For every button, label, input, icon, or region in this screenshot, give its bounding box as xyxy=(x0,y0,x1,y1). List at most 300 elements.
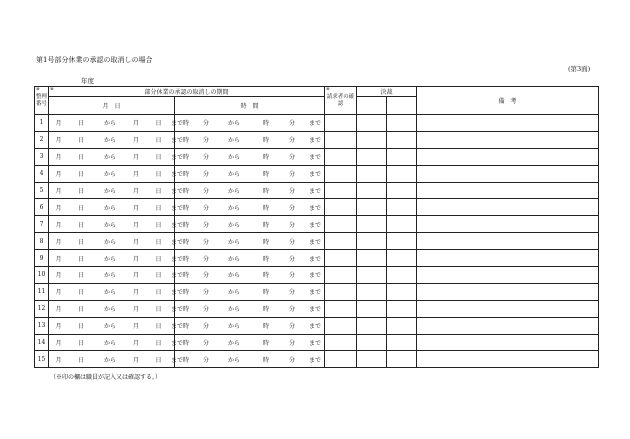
row-number: 11 xyxy=(35,283,49,300)
time-range-cell[interactable] xyxy=(175,115,325,132)
date-token: 月 xyxy=(132,323,139,331)
time-token: まで xyxy=(308,306,321,314)
time-token: 時 xyxy=(262,356,269,364)
table-row xyxy=(35,115,599,132)
date-token: から xyxy=(103,120,116,128)
approval-cell[interactable] xyxy=(357,216,387,233)
date-token: まで xyxy=(171,255,184,263)
time-token: 時 xyxy=(262,120,269,128)
table-row xyxy=(35,233,599,250)
date-token: 月 xyxy=(55,154,62,162)
time-range-cell[interactable] xyxy=(175,250,325,267)
time-token: から xyxy=(227,204,240,212)
remarks-cell[interactable] xyxy=(417,317,599,334)
date-token: 月 xyxy=(132,120,139,128)
date-token: まで xyxy=(171,120,184,128)
time-range-cell[interactable] xyxy=(175,283,325,300)
time-token: 時 xyxy=(182,188,189,195)
confirm-cell[interactable] xyxy=(325,250,357,267)
time-token: 時 xyxy=(182,289,189,297)
time-token: まで xyxy=(308,238,321,246)
time-range-cell[interactable] xyxy=(175,351,325,368)
approval-cell[interactable] xyxy=(387,233,417,250)
time-token: から xyxy=(227,137,240,145)
time-token: から xyxy=(227,272,240,280)
date-token: 日 xyxy=(77,255,84,263)
table-row xyxy=(35,182,599,199)
time-token: 分 xyxy=(202,306,209,314)
approval-cell[interactable] xyxy=(387,131,417,148)
time-token: 分 xyxy=(288,255,295,263)
date-token: 日 xyxy=(77,272,84,280)
approval-cell[interactable] xyxy=(387,250,417,267)
date-token: まで xyxy=(171,323,184,331)
date-token: まで xyxy=(171,137,184,145)
approval-cell[interactable] xyxy=(387,97,417,115)
date-token: 月 xyxy=(132,356,139,364)
approval-cell[interactable] xyxy=(357,283,387,300)
date-token: 月 xyxy=(132,238,139,246)
approval-cell[interactable] xyxy=(357,165,387,182)
time-token: 時 xyxy=(182,356,189,364)
remarks-cell[interactable] xyxy=(417,199,599,216)
approval-cell[interactable] xyxy=(387,300,417,317)
date-range-cell[interactable] xyxy=(49,131,184,148)
date-token: 月 xyxy=(132,272,139,280)
time-token: まで xyxy=(308,356,321,364)
header-period-cell xyxy=(49,87,325,97)
confirm-cell[interactable] xyxy=(325,165,357,182)
date-range-cell[interactable] xyxy=(49,233,184,250)
time-token: 時 xyxy=(262,340,269,348)
date-token: 日 xyxy=(155,204,162,212)
row-number: 14 xyxy=(35,334,49,351)
table-row xyxy=(35,267,599,284)
date-token: 日 xyxy=(155,137,162,145)
date-range-cell[interactable] xyxy=(49,334,184,351)
table-row xyxy=(35,300,599,317)
approval-cell[interactable] xyxy=(357,148,387,165)
remarks-cell[interactable] xyxy=(417,182,599,199)
date-token: 日 xyxy=(155,289,162,297)
date-token: 日 xyxy=(77,238,84,246)
time-token: 時 xyxy=(182,137,189,145)
date-token: 日 xyxy=(77,171,84,179)
date-token: 月 xyxy=(55,255,62,263)
time-token: 分 xyxy=(288,120,295,128)
mark-symbol: ※ xyxy=(50,87,54,92)
time-range-cell[interactable] xyxy=(175,233,325,250)
date-token: 月 xyxy=(132,171,139,179)
confirm-cell[interactable] xyxy=(325,351,357,368)
row-number: 5 xyxy=(35,182,49,199)
date-token: 日 xyxy=(77,221,84,229)
header-confirm: 請求者の確認 xyxy=(326,93,355,107)
date-token: 日 xyxy=(155,120,162,128)
time-token: 時 xyxy=(182,120,189,128)
date-token: 日 xyxy=(155,171,162,179)
date-token: まで xyxy=(171,306,184,314)
time-range-cell[interactable] xyxy=(175,182,325,199)
time-token: 時 xyxy=(262,221,269,229)
remarks-cell[interactable] xyxy=(417,267,599,284)
time-token: 分 xyxy=(202,171,209,179)
approval-cell[interactable] xyxy=(357,317,387,334)
date-token: から xyxy=(103,306,116,314)
time-token: 分 xyxy=(288,188,295,195)
confirm-cell[interactable] xyxy=(325,131,357,148)
approval-cell[interactable] xyxy=(387,267,417,284)
approval-cell[interactable] xyxy=(357,267,387,284)
table-row xyxy=(35,131,599,148)
time-token: 分 xyxy=(202,221,209,229)
remarks-cell[interactable] xyxy=(417,334,599,351)
date-token: 月 xyxy=(55,221,62,229)
table-row xyxy=(35,199,599,216)
time-range-cell[interactable] xyxy=(175,165,325,182)
row-number: 6 xyxy=(35,199,49,216)
time-token: まで xyxy=(308,323,321,331)
date-token: から xyxy=(103,340,116,348)
time-token: まで xyxy=(308,204,321,212)
approval-cell[interactable] xyxy=(357,182,387,199)
date-token: から xyxy=(103,323,116,331)
date-token: 日 xyxy=(155,238,162,246)
remarks-cell[interactable] xyxy=(417,300,599,317)
date-range-cell[interactable] xyxy=(49,300,184,317)
confirm-cell[interactable] xyxy=(325,317,357,334)
date-token: 月 xyxy=(132,137,139,145)
approval-cell[interactable] xyxy=(357,300,387,317)
date-token: 月 xyxy=(55,340,62,348)
remarks-cell[interactable] xyxy=(417,233,599,250)
approval-cell[interactable] xyxy=(357,97,387,115)
time-token: まで xyxy=(308,221,321,229)
table-row xyxy=(35,165,599,182)
time-token: 分 xyxy=(202,238,209,246)
row-number: 10 xyxy=(35,267,49,284)
approval-cell[interactable] xyxy=(387,115,417,132)
time-token: 時 xyxy=(182,204,189,212)
time-token: 時 xyxy=(262,323,269,331)
date-token: 月 xyxy=(132,204,139,212)
time-token: 時 xyxy=(262,188,269,195)
time-token: 時 xyxy=(182,323,189,331)
date-token: 月 xyxy=(132,154,139,162)
time-token: まで xyxy=(308,272,321,280)
date-token: 月 xyxy=(132,188,139,195)
date-token: 日 xyxy=(77,188,84,195)
date-token: 月 xyxy=(55,188,62,195)
date-token: 月 xyxy=(55,171,62,179)
date-token: 月 xyxy=(55,120,62,128)
header-number: 整理番号 xyxy=(35,93,47,107)
time-token: 分 xyxy=(202,137,209,145)
time-range-cell[interactable] xyxy=(175,148,325,165)
date-token: 日 xyxy=(155,272,162,280)
time-range-cell[interactable] xyxy=(175,199,325,216)
date-token: 日 xyxy=(155,356,162,364)
time-range-cell[interactable] xyxy=(175,267,325,284)
confirm-cell[interactable] xyxy=(325,115,357,132)
table-row xyxy=(35,351,599,368)
date-token: から xyxy=(103,255,116,263)
header-number-cell xyxy=(35,87,49,115)
time-token: 分 xyxy=(202,120,209,128)
footnote: （※印の欄は職員が記入又は確認する。） xyxy=(50,374,162,381)
date-token: 日 xyxy=(77,340,84,348)
confirm-cell[interactable] xyxy=(325,182,357,199)
date-range-cell[interactable] xyxy=(49,250,184,267)
time-range-cell[interactable] xyxy=(175,216,325,233)
header-remarks: 備 考 xyxy=(417,87,599,115)
date-token: 月 xyxy=(55,272,62,280)
date-token: 日 xyxy=(77,289,84,297)
date-range-cell[interactable] xyxy=(49,199,184,216)
time-token: から xyxy=(227,340,240,348)
confirm-cell[interactable] xyxy=(325,233,357,250)
remarks-cell[interactable] xyxy=(417,351,599,368)
date-token: 日 xyxy=(155,188,162,195)
time-token: 時 xyxy=(262,154,269,162)
remarks-cell[interactable] xyxy=(417,131,599,148)
date-token: から xyxy=(103,356,116,364)
approval-cell[interactable] xyxy=(357,351,387,368)
header-approval: 決裁 xyxy=(357,87,417,97)
approval-cell[interactable] xyxy=(387,216,417,233)
date-token: 日 xyxy=(155,323,162,331)
time-token: 時 xyxy=(262,289,269,297)
date-token: まで xyxy=(171,154,184,162)
remarks-cell[interactable] xyxy=(417,216,599,233)
time-token: から xyxy=(227,221,240,229)
approval-cell[interactable] xyxy=(387,283,417,300)
approval-cell[interactable] xyxy=(357,115,387,132)
date-range-cell[interactable] xyxy=(49,351,184,368)
time-token: まで xyxy=(308,188,321,195)
date-token: から xyxy=(103,289,116,297)
table-row xyxy=(35,216,599,233)
time-token: 分 xyxy=(202,188,209,195)
date-token: 月 xyxy=(132,289,139,297)
approval-cell[interactable] xyxy=(357,131,387,148)
confirm-cell[interactable] xyxy=(325,199,357,216)
date-token: まで xyxy=(171,204,184,212)
date-range-cell[interactable] xyxy=(49,283,184,300)
date-token: 月 xyxy=(55,306,62,314)
confirm-cell[interactable] xyxy=(325,283,357,300)
approval-cell[interactable] xyxy=(387,165,417,182)
time-token: 分 xyxy=(202,356,209,364)
time-token: から xyxy=(227,188,240,195)
date-token: まで xyxy=(171,238,184,246)
time-range-cell[interactable] xyxy=(175,317,325,334)
time-token: 時 xyxy=(262,204,269,212)
date-range-cell[interactable] xyxy=(49,182,184,199)
time-range-cell[interactable] xyxy=(175,334,325,351)
time-range-cell[interactable] xyxy=(175,300,325,317)
date-range-cell[interactable] xyxy=(49,148,184,165)
row-number: 8 xyxy=(35,233,49,250)
remarks-cell[interactable] xyxy=(417,250,599,267)
time-token: まで xyxy=(308,340,321,348)
time-token: 分 xyxy=(202,289,209,297)
header-date: 月 日 xyxy=(49,97,175,115)
time-token: まで xyxy=(308,137,321,145)
date-token: 月 xyxy=(55,289,62,297)
date-token: 月 xyxy=(55,238,62,246)
confirm-cell[interactable] xyxy=(325,148,357,165)
time-token: 時 xyxy=(262,272,269,280)
time-token: から xyxy=(227,255,240,263)
row-number: 12 xyxy=(35,300,49,317)
date-token: 月 xyxy=(55,137,62,145)
date-token: 月 xyxy=(132,340,139,348)
approval-cell[interactable] xyxy=(387,148,417,165)
time-token: から xyxy=(227,154,240,162)
time-token: 時 xyxy=(182,340,189,348)
time-token: 分 xyxy=(288,289,295,297)
time-token: 分 xyxy=(202,340,209,348)
date-token: 月 xyxy=(132,221,139,229)
date-token: まで xyxy=(171,272,184,280)
time-token: 時 xyxy=(182,238,189,246)
approval-cell[interactable] xyxy=(387,317,417,334)
date-token: まで xyxy=(171,340,184,348)
time-token: から xyxy=(227,306,240,314)
approval-cell[interactable] xyxy=(357,250,387,267)
time-token: 分 xyxy=(288,238,295,246)
confirm-cell[interactable] xyxy=(325,216,357,233)
time-token: まで xyxy=(308,171,321,179)
mark-symbol: ※ xyxy=(36,87,40,92)
time-token: から xyxy=(227,323,240,331)
time-token: 分 xyxy=(288,154,295,162)
approval-cell[interactable] xyxy=(357,233,387,250)
time-token: 分 xyxy=(202,272,209,280)
date-token: 日 xyxy=(77,306,84,314)
time-token: 分 xyxy=(288,356,295,364)
date-token: 月 xyxy=(132,306,139,314)
time-token: から xyxy=(227,120,240,128)
table-row xyxy=(35,250,599,267)
date-range-cell[interactable] xyxy=(49,165,184,182)
time-token: 時 xyxy=(182,255,189,263)
time-token: から xyxy=(227,289,240,297)
time-range-cell[interactable] xyxy=(175,131,325,148)
date-token: まで xyxy=(171,171,184,179)
date-token: から xyxy=(103,272,116,280)
approval-cell[interactable] xyxy=(357,334,387,351)
approval-cell[interactable] xyxy=(357,199,387,216)
confirm-cell[interactable] xyxy=(325,300,357,317)
table-row xyxy=(35,283,599,300)
row-number: 2 xyxy=(35,131,49,148)
row-number: 13 xyxy=(35,317,49,334)
time-token: 時 xyxy=(262,137,269,145)
time-token: 時 xyxy=(182,221,189,229)
row-number: 7 xyxy=(35,216,49,233)
time-token: から xyxy=(227,171,240,179)
document-title: 第1号部分休業の承認の取消しの場合 xyxy=(36,56,153,64)
time-token: 時 xyxy=(182,154,189,162)
remarks-cell[interactable] xyxy=(417,148,599,165)
date-token: から xyxy=(103,188,116,195)
remarks-cell[interactable] xyxy=(417,165,599,182)
time-token: 時 xyxy=(262,306,269,314)
time-token: 分 xyxy=(288,340,295,348)
approval-cell[interactable] xyxy=(387,334,417,351)
row-number: 3 xyxy=(35,148,49,165)
date-token: 月 xyxy=(55,356,62,364)
date-token: 月 xyxy=(55,204,62,212)
time-token: 時 xyxy=(262,238,269,246)
date-token: から xyxy=(103,221,116,229)
date-token: 日 xyxy=(77,323,84,331)
date-token: から xyxy=(103,137,116,145)
row-number: 1 xyxy=(35,115,49,132)
row-number: 4 xyxy=(35,165,49,182)
time-token: 分 xyxy=(288,306,295,314)
date-token: 日 xyxy=(155,154,162,162)
date-token: まで xyxy=(171,356,184,364)
table-row xyxy=(35,148,599,165)
mark-symbol: ※ xyxy=(326,87,330,92)
date-token: から xyxy=(103,154,116,162)
approval-cell[interactable] xyxy=(387,351,417,368)
time-token: 分 xyxy=(202,154,209,162)
year-field[interactable]: 年度 xyxy=(48,76,94,87)
remarks-cell[interactable] xyxy=(417,283,599,300)
time-token: 時 xyxy=(182,171,189,179)
date-token: 日 xyxy=(155,221,162,229)
time-token: 分 xyxy=(202,255,209,263)
time-token: から xyxy=(227,356,240,364)
time-token: まで xyxy=(308,289,321,297)
date-range-cell[interactable] xyxy=(49,115,184,132)
date-range-cell[interactable] xyxy=(49,267,184,284)
time-token: から xyxy=(227,238,240,246)
date-range-cell[interactable] xyxy=(49,216,184,233)
date-token: まで xyxy=(171,221,184,229)
approval-cell[interactable] xyxy=(387,199,417,216)
time-token: 時 xyxy=(182,272,189,280)
time-token: 分 xyxy=(288,171,295,179)
date-token: 日 xyxy=(77,120,84,128)
time-token: 分 xyxy=(288,204,295,212)
row-number: 15 xyxy=(35,351,49,368)
date-token: 日 xyxy=(155,340,162,348)
confirm-cell[interactable] xyxy=(325,334,357,351)
date-token: 日 xyxy=(155,306,162,314)
table-row xyxy=(35,334,599,351)
date-token: まで xyxy=(171,188,184,195)
time-token: 分 xyxy=(202,323,209,331)
header-confirm-cell xyxy=(325,87,357,115)
remarks-cell[interactable] xyxy=(417,115,599,132)
confirm-cell[interactable] xyxy=(325,267,357,284)
time-token: まで xyxy=(308,154,321,162)
header-period: 部分休業の承認の取消しの期間 xyxy=(144,89,229,96)
row-number: 9 xyxy=(35,250,49,267)
form-rows xyxy=(35,115,599,368)
date-range-cell[interactable] xyxy=(49,317,184,334)
approval-cell[interactable] xyxy=(387,182,417,199)
page-label: (第3面) xyxy=(568,65,591,73)
date-token: 日 xyxy=(77,137,84,145)
date-token: 日 xyxy=(77,154,84,162)
time-token: 分 xyxy=(288,137,295,145)
